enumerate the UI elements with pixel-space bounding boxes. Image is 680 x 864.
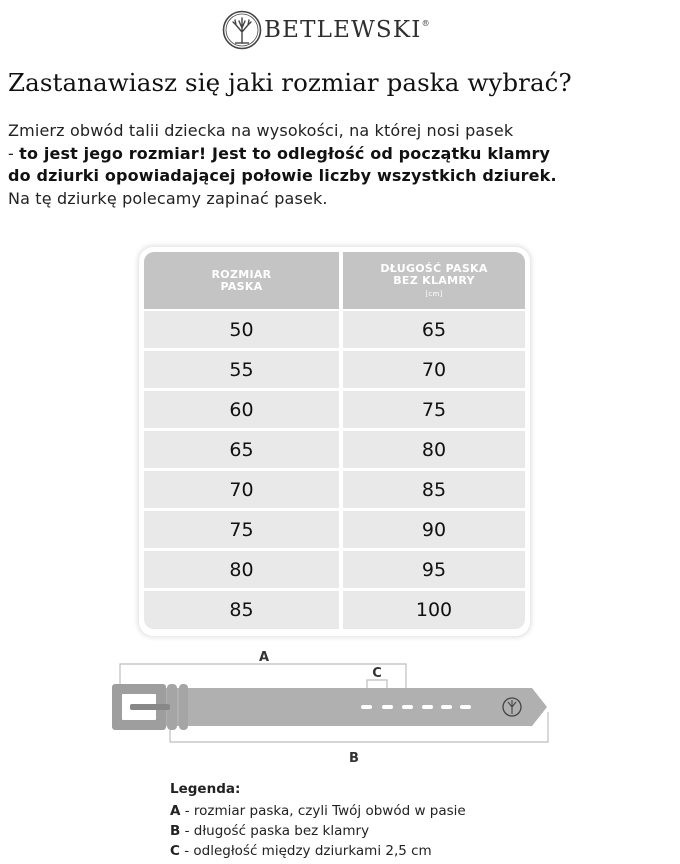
- size-cell: 80: [144, 551, 339, 588]
- size-cell: 70: [144, 471, 339, 508]
- length-cell: 65: [343, 311, 525, 348]
- legend: [170, 779, 466, 861]
- size-cell: 60: [144, 391, 339, 428]
- label-b: B: [349, 751, 359, 766]
- page-title: Zastanawiasz się jaki rozmiar paska wybrać?: [8, 68, 572, 97]
- length-cell: 80: [343, 431, 525, 468]
- size-cell: 75: [144, 511, 339, 548]
- header-length: DŁUGOŚĆ PASKA BEZ KLAMRY [cm]: [343, 252, 525, 309]
- legend-item: B - długość paska bez klamry: [170, 823, 370, 839]
- intro-line-2: - to jest jego rozmiar! Jest to odległość od początku klamry: [8, 143, 551, 163]
- length-cell: 75: [343, 391, 525, 428]
- length-cell: 100: [343, 591, 525, 629]
- header: [0, 10, 680, 50]
- length-cell: 70: [343, 351, 525, 388]
- legend-title: Legenda:: [170, 781, 241, 797]
- belt-strap: [166, 688, 547, 726]
- size-cell: 65: [144, 431, 339, 468]
- intro-line-1: Zmierz obwód talii dziecka na wysokości, na której nosi pasek: [8, 121, 514, 140]
- size-cell: 55: [144, 351, 339, 388]
- tree-icon: [222, 10, 262, 50]
- intro-line-4: Na tę dziurkę polecamy zapinać pasek.: [8, 188, 328, 208]
- length-cell: 85: [343, 471, 525, 508]
- size-cell: 50: [144, 311, 339, 348]
- brand-name: BETLEWSKI®: [264, 17, 431, 43]
- intro-line-3: do dziurki opowiadającej połowie liczby wszystkich dziurek.: [8, 166, 557, 185]
- length-cell: 90: [343, 511, 525, 548]
- label-c: C: [372, 666, 382, 681]
- size-cell: 85: [144, 591, 339, 629]
- legend-item: C - odległość między dziurkami 2,5 cm: [170, 843, 432, 859]
- length-cell: 95: [343, 551, 525, 588]
- legend-item: A - rozmiar paska, czyli Twój obwód w pasie: [170, 803, 466, 819]
- belt-diagram: [0, 645, 680, 775]
- label-a: A: [258, 650, 270, 665]
- size-table: [139, 247, 530, 636]
- header-size: ROZMIAR PASKA: [144, 252, 339, 309]
- intro-text: [8, 120, 674, 210]
